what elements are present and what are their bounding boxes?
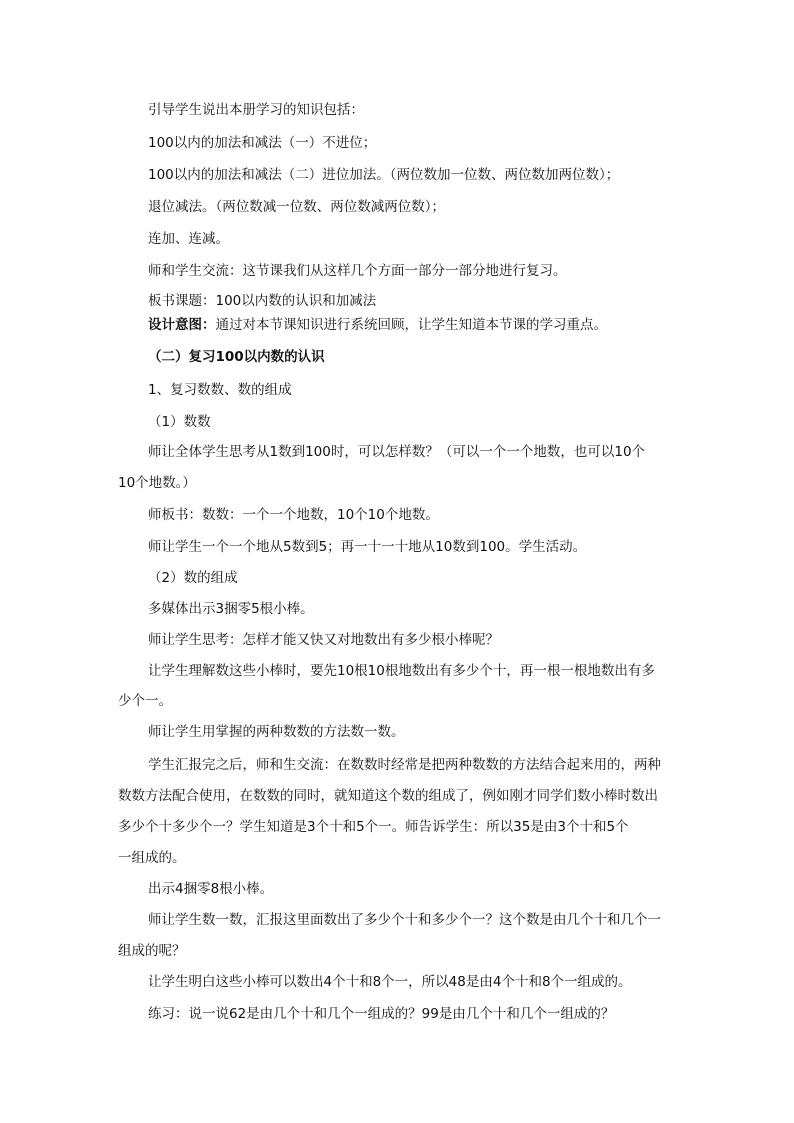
text-line: 多少个十多少个一？学生知道是3个十和5个一。师告诉学生：所以35是由3个十和5个 xyxy=(118,819,629,835)
text-line: 退位减法。（两位数减一位数、两位数减两位数）； xyxy=(148,199,445,215)
text-line: 师让学生用掌握的两种数数的方法数一数。 xyxy=(148,724,405,740)
text-line: 10个地数。） xyxy=(118,475,196,491)
subsection-heading: （1）数数 xyxy=(148,414,211,430)
text-line: 让学生理解数这些小棒时，要先10根10根地数出有多少个十，再一根一根地数出有多 xyxy=(148,663,655,679)
text-line: 数数方法配合使用，在数数的同时，就知道这个数的组成了，例如刚才同学们数小棒时数出 xyxy=(118,788,658,804)
design-intent-line xyxy=(148,316,607,334)
text-line: 组成的呢？ xyxy=(118,943,186,959)
text-line: 少个一。 xyxy=(118,693,172,709)
text-line: 师让学生思考：怎样才能又快又对地数出有多少根小棒呢？ xyxy=(148,632,499,648)
text-line: 师和学生交流：这节课我们从这样几个方面一部分一部分地进行复习。 xyxy=(148,263,567,279)
text-line: 出示4捆零8根小棒。 xyxy=(148,881,274,897)
text-line: 师板书：数数：一个一个地数，10个10个地数。 xyxy=(148,507,439,523)
text-line: 多媒体出示3捆零5根小棒。 xyxy=(148,601,314,617)
subsection-heading: 1、复习数数、数的组成 xyxy=(148,382,292,398)
text-line: 连加、连减。 xyxy=(148,231,229,247)
subsection-heading: （2）数的组成 xyxy=(148,570,238,586)
text-line: 师让学生一个一个地从5数到5；再一十一十地从10数到100。学生活动。 xyxy=(148,539,587,555)
text-line: 练习：说一说62是由几个十和几个一组成的？99是由几个十和几个一组成的？ xyxy=(148,1006,615,1022)
text-line: 板书课题：100以内数的认识和加减法 xyxy=(148,293,377,309)
section-heading: （二）复习100以内数的认识 xyxy=(148,349,325,365)
text-line: 师让全体学生思考从1数到100时，可以怎样数？（可以一个一个地数，也可以10个 xyxy=(148,444,646,460)
text-line: 学生汇报完之后，师和生交流：在数数时经常是把两种数数的方法结合起来用的，两种 xyxy=(148,757,661,773)
design-intent-label: 设计意图： xyxy=(148,317,216,333)
text-line: 一组成的。 xyxy=(118,850,186,866)
text-line: 引导学生说出本册学习的知识包括： xyxy=(148,102,364,118)
text-line: 100以内的加法和减法（二）进位加法。（两位数加一位数、两位数加两位数）； xyxy=(148,167,620,183)
text-line: 师让学生数一数，汇报这里面数出了多少个十和多少个一？这个数是由几个十和几个一 xyxy=(148,912,661,928)
design-intent-text: 通过对本节课知识进行系统回顾，让学生知道本节课的学习重点。 xyxy=(215,317,607,333)
text-line: 100以内的加法和减法（一）不进位； xyxy=(148,135,377,151)
text-line: 让学生明白这些小棒可以数出4个十和8个一，所以48是由4个十和8个一组成的。 xyxy=(148,974,632,990)
